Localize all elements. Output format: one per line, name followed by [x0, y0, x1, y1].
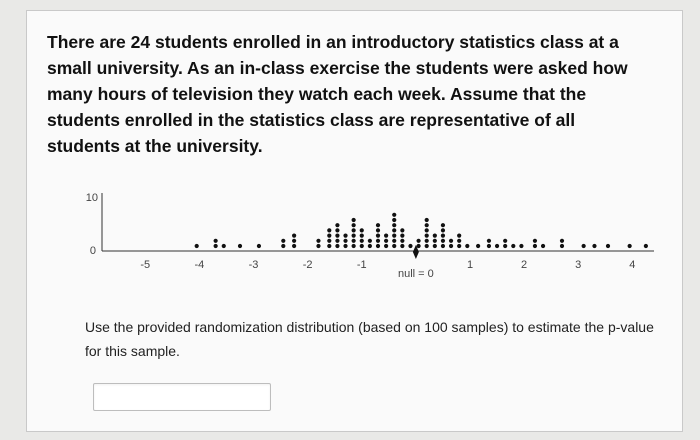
data-dot: [425, 239, 429, 243]
data-dot: [335, 228, 339, 232]
data-dot: [400, 234, 404, 238]
data-dot: [376, 239, 380, 243]
data-dot: [392, 213, 396, 217]
data-dot: [222, 244, 226, 248]
data-dot: [425, 234, 429, 238]
x-tick-label: -2: [302, 259, 313, 271]
x-tick-label: 1: [466, 259, 474, 271]
data-dot: [335, 239, 339, 243]
x-tick-label: -4: [194, 259, 205, 271]
data-dot: [425, 223, 429, 227]
data-dot: [343, 239, 347, 243]
data-dot: [644, 244, 648, 248]
data-dot: [628, 244, 632, 248]
question-card: [26, 10, 683, 432]
data-dot: [560, 239, 564, 243]
data-dot: [416, 239, 420, 243]
data-dot: [449, 244, 453, 248]
data-dot: [335, 234, 339, 238]
data-dot: [238, 244, 242, 248]
data-dot: [425, 218, 429, 222]
data-dot: [335, 223, 339, 227]
x-tick-label: 2: [521, 259, 528, 271]
data-dot: [392, 228, 396, 232]
data-dot: [457, 234, 461, 238]
data-dot: [457, 244, 461, 248]
data-dot: [316, 239, 320, 243]
data-dot: [292, 234, 296, 238]
data-dot: [392, 223, 396, 227]
data-dot: [487, 244, 491, 248]
question-text: There are 24 students enrolled in an introductory statistics class at a small university. As an in-class exercise the students were asked how many hours of television they watch each week. Assume that the students enrolled in the statistics class are representative of all students at the university.: [47, 32, 628, 156]
data-dot: [606, 244, 610, 248]
data-dot: [195, 244, 199, 248]
data-dot: [327, 239, 331, 243]
data-dot: [352, 244, 356, 248]
data-dot: [433, 234, 437, 238]
data-dot: [384, 234, 388, 238]
data-dot: [327, 228, 331, 232]
data-dot: [281, 244, 285, 248]
data-dot: [360, 234, 364, 238]
data-dot: [511, 244, 515, 248]
x-tick-label: -5: [140, 259, 151, 271]
instructions-text: Use the provided randomization distribution (based on 100 samples) to estimate the p-value for this sample.: [85, 319, 654, 359]
data-dot: [335, 244, 339, 248]
data-dot: [214, 244, 218, 248]
data-dot: [376, 244, 380, 248]
data-dot: [352, 228, 356, 232]
data-dot: [281, 239, 285, 243]
x-tick-label: -1: [356, 259, 367, 271]
data-dot: [376, 234, 380, 238]
data-dot: [533, 244, 537, 248]
data-dot: [441, 239, 445, 243]
data-dot: [368, 239, 372, 243]
data-dot: [360, 244, 364, 248]
data-dot: [400, 228, 404, 232]
data-dot: [352, 223, 356, 227]
data-dot: [457, 239, 461, 243]
data-dot: [503, 244, 507, 248]
data-dot: [425, 244, 429, 248]
x-tick-label: -3: [248, 259, 259, 271]
data-dot: [533, 239, 537, 243]
data-dot: [214, 239, 218, 243]
data-dot: [400, 239, 404, 243]
data-dot: [376, 228, 380, 232]
data-dot: [343, 234, 347, 238]
data-dot: [408, 244, 412, 248]
data-dot: [433, 244, 437, 248]
data-dot: [392, 239, 396, 243]
data-dot: [384, 239, 388, 243]
randomization-dotplot: [74, 181, 659, 293]
data-dot: [592, 244, 596, 248]
data-dot: [425, 228, 429, 232]
data-dot: [257, 244, 261, 248]
data-dot: [368, 244, 372, 248]
data-dot: [503, 239, 507, 243]
data-dot: [343, 244, 347, 248]
data-dot: [416, 244, 420, 248]
data-dot: [360, 239, 364, 243]
data-dot: [392, 218, 396, 222]
data-dot: [327, 234, 331, 238]
data-dot: [441, 234, 445, 238]
data-dot: [352, 239, 356, 243]
data-dot: [400, 244, 404, 248]
data-dot: [582, 244, 586, 248]
data-dot: [392, 244, 396, 248]
answer-input[interactable]: [93, 383, 271, 411]
data-dot: [441, 228, 445, 232]
data-dot: [360, 228, 364, 232]
data-dot: [352, 234, 356, 238]
data-dot: [292, 244, 296, 248]
data-dot: [376, 223, 380, 227]
x-tick-label: 3: [575, 259, 582, 271]
data-dot: [433, 239, 437, 243]
y-tick-label: 0: [89, 245, 96, 257]
data-dot: [476, 244, 480, 248]
data-dot: [441, 223, 445, 227]
data-dot: [441, 244, 445, 248]
data-dot: [560, 244, 564, 248]
data-dot: [292, 239, 296, 243]
data-dot: [316, 244, 320, 248]
data-dot: [384, 244, 388, 248]
null-label: null = 0: [397, 268, 434, 280]
y-tick-label: 10: [85, 192, 98, 204]
data-dot: [352, 218, 356, 222]
data-dot: [487, 239, 491, 243]
data-dot: [541, 244, 545, 248]
data-dot: [327, 244, 331, 248]
data-dot: [465, 244, 469, 248]
data-dot: [449, 239, 453, 243]
data-dot: [392, 234, 396, 238]
data-dot: [519, 244, 523, 248]
data-dot: [495, 244, 499, 248]
x-tick-label: 4: [629, 259, 636, 271]
